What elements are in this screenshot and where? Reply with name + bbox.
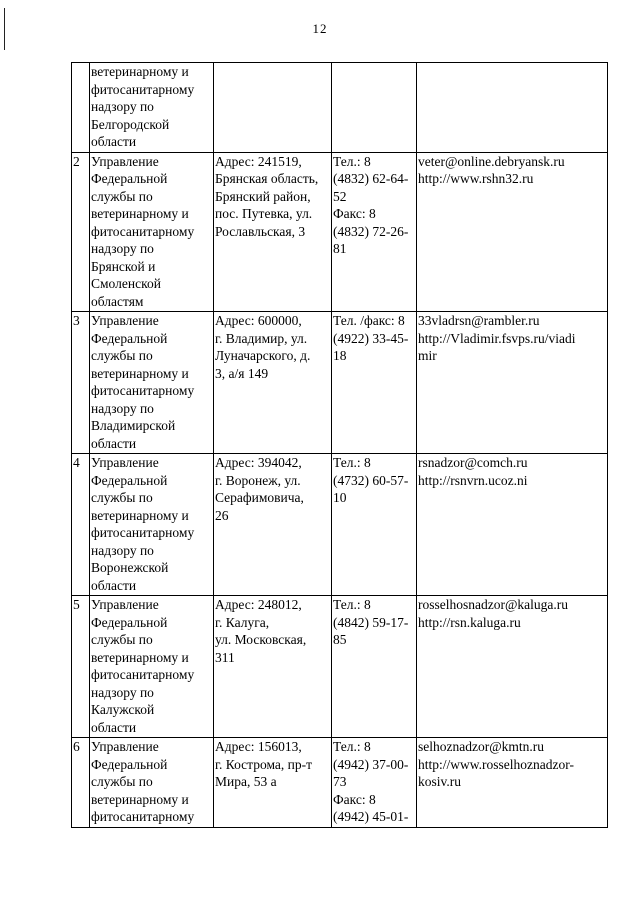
phone-fax-line: (4842) 59-17- bbox=[333, 614, 409, 630]
organization-cell bbox=[90, 63, 214, 153]
organization-cell bbox=[90, 454, 214, 596]
organization-line: Смоленской bbox=[91, 276, 161, 291]
organization-line: области bbox=[91, 719, 137, 735]
contacts-table bbox=[71, 62, 608, 828]
table-row bbox=[72, 152, 608, 312]
phone-fax-cell bbox=[332, 738, 417, 828]
email-website-line: rosselhosnadzor@kaluga.ru bbox=[418, 597, 569, 612]
organization-line: Белгородской bbox=[91, 116, 170, 132]
email-website-line: mir bbox=[418, 348, 437, 363]
phone-fax-line: Факс: 8 bbox=[333, 791, 376, 807]
phone-fax-line: Тел.: 8 bbox=[333, 597, 371, 612]
email-website-cell bbox=[417, 63, 608, 153]
address-line: Адрес: 394042, bbox=[215, 455, 302, 470]
organization-line: Федеральной bbox=[91, 614, 168, 630]
email-website-line: veter@online.debryansk.ru bbox=[418, 153, 565, 169]
email-website-cell bbox=[417, 312, 608, 454]
address-line: Мира, 53 а bbox=[215, 774, 277, 789]
address-cell bbox=[214, 738, 332, 828]
address-line: Луначарского, д. bbox=[215, 348, 311, 363]
page-number: 12 bbox=[312, 21, 328, 36]
address-line: г. Калуга, bbox=[215, 614, 270, 630]
organization-line: надзору по bbox=[91, 542, 154, 558]
organization-line: ветеринарному и bbox=[91, 64, 189, 79]
phone-fax-line: 10 bbox=[333, 490, 347, 505]
address-line: Брянская область, bbox=[215, 171, 319, 186]
organization-line: службы по bbox=[91, 188, 153, 204]
address-cell bbox=[214, 63, 332, 153]
organization-line: области bbox=[91, 134, 137, 149]
email-website-line: http://www.rshn32.ru bbox=[418, 171, 534, 186]
address-line: ул. Московская, bbox=[215, 632, 307, 647]
address-cell bbox=[214, 596, 332, 738]
organization-line: фитосанитарному bbox=[91, 383, 195, 398]
email-website-line: rsnadzor@comch.ru bbox=[418, 455, 528, 470]
address-line: 3, а/я 149 bbox=[215, 365, 269, 381]
organization-line: ветеринарному и bbox=[91, 791, 189, 807]
phone-fax-line: Тел.: 8 bbox=[333, 153, 371, 169]
organization-cell bbox=[90, 596, 214, 738]
phone-fax-cell bbox=[332, 152, 417, 312]
organization-line: фитосанитарному bbox=[91, 81, 195, 97]
phone-fax-line: 73 bbox=[333, 774, 347, 789]
phone-fax-line: 81 bbox=[333, 241, 347, 256]
organization-line: ветеринарному и bbox=[91, 649, 189, 665]
email-website-line: http://rsnvrn.ucoz.ni bbox=[418, 472, 528, 488]
organization-line: Федеральной bbox=[91, 472, 168, 488]
email-website-line: selhoznadzor@kmtn.ru bbox=[418, 739, 545, 754]
organization-line: надзору по bbox=[91, 241, 154, 256]
organization-cell bbox=[90, 312, 214, 454]
organization-line: фитосанитарному bbox=[91, 223, 195, 239]
email-website-line: kosiv.ru bbox=[418, 774, 461, 789]
table-row bbox=[72, 738, 608, 828]
phone-fax-line: Факс: 8 bbox=[333, 206, 376, 221]
organization-line: ветеринарному и bbox=[91, 365, 189, 381]
organization-line: службы по bbox=[91, 632, 153, 647]
organization-line: надзору по bbox=[91, 400, 154, 416]
phone-fax-line: (4922) 33-45- bbox=[333, 330, 409, 346]
organization-line: Федеральной bbox=[91, 171, 168, 186]
organization-line: Владимирской bbox=[91, 418, 176, 433]
phone-fax-cell bbox=[332, 596, 417, 738]
organization-line: Управление bbox=[91, 153, 159, 169]
address-line: Серафимовича, bbox=[215, 490, 304, 505]
email-website-cell bbox=[417, 596, 608, 738]
organization-line: службы по bbox=[91, 348, 153, 363]
phone-fax-line: (4732) 60-57- bbox=[333, 472, 409, 488]
organization-line: Управление bbox=[91, 313, 159, 328]
email-website-cell bbox=[417, 152, 608, 312]
address-line: Адрес: 248012, bbox=[215, 597, 302, 612]
organization-line: надзору по bbox=[91, 684, 154, 700]
table-row bbox=[72, 63, 608, 153]
address-line: Рославльская, 3 bbox=[215, 223, 306, 239]
phone-fax-line: (4942) 45-01- bbox=[333, 809, 409, 824]
row-number-cell: 5 bbox=[72, 596, 90, 738]
organization-line: Воронежской bbox=[91, 560, 169, 575]
organization-line: области bbox=[91, 577, 137, 593]
email-website-line: http://rsn.kaluga.ru bbox=[418, 614, 521, 630]
row-number-cell: 3 bbox=[72, 312, 90, 454]
row-number-cell: 2 bbox=[72, 152, 90, 312]
organization-line: Управление bbox=[91, 739, 159, 754]
organization-line: Брянской и bbox=[91, 258, 156, 274]
organization-line: области bbox=[91, 435, 137, 451]
address-cell bbox=[214, 454, 332, 596]
phone-fax-cell bbox=[332, 454, 417, 596]
organization-line: Управление bbox=[91, 455, 159, 470]
email-website-cell bbox=[417, 738, 608, 828]
phone-fax-cell bbox=[332, 312, 417, 454]
phone-fax-line: 18 bbox=[333, 348, 347, 363]
organization-line: Федеральной bbox=[91, 756, 168, 772]
address-line: 311 bbox=[215, 649, 235, 665]
phone-fax-line: 85 bbox=[333, 632, 347, 647]
organization-line: областям bbox=[91, 293, 144, 309]
address-line: 26 bbox=[215, 507, 229, 523]
phone-fax-line: (4832) 72-26- bbox=[333, 223, 409, 239]
address-line: г. Владимир, ул. bbox=[215, 330, 308, 346]
address-line: Адрес: 600000, bbox=[215, 313, 302, 328]
address-line: Брянский район, bbox=[215, 188, 311, 204]
email-website-line: http://Vladimir.fsvps.ru/viadi bbox=[418, 330, 576, 346]
organization-line: фитосанитарному bbox=[91, 809, 195, 824]
organization-cell bbox=[90, 738, 214, 828]
phone-fax-cell bbox=[332, 63, 417, 153]
organization-cell bbox=[90, 152, 214, 312]
table-row bbox=[72, 312, 608, 454]
phone-fax-line: Тел.: 8 bbox=[333, 455, 371, 470]
address-cell bbox=[214, 312, 332, 454]
organization-line: Федеральной bbox=[91, 330, 168, 346]
table-row bbox=[72, 596, 608, 738]
phone-fax-line: (4832) 62-64- bbox=[333, 171, 409, 186]
email-website-line: 33vladrsn@rambler.ru bbox=[418, 313, 540, 328]
organization-line: Управление bbox=[91, 597, 159, 612]
row-number-cell: 4 bbox=[72, 454, 90, 596]
address-line: г. Воронеж, ул. bbox=[215, 472, 301, 488]
organization-line: Калужской bbox=[91, 702, 155, 717]
organization-line: надзору по bbox=[91, 99, 154, 114]
phone-fax-line: Тел.: 8 bbox=[333, 739, 371, 754]
row-number-cell: 6 bbox=[72, 738, 90, 828]
organization-line: ветеринарному и bbox=[91, 206, 189, 221]
table-row bbox=[72, 454, 608, 596]
address-line: пос. Путевка, ул. bbox=[215, 206, 313, 221]
address-line: Адрес: 241519, bbox=[215, 153, 302, 169]
organization-line: службы по bbox=[91, 490, 153, 505]
organization-line: фитосанитарному bbox=[91, 525, 195, 540]
phone-fax-line: (4942) 37-00- bbox=[333, 756, 409, 772]
phone-fax-line: Тел. /факс: 8 bbox=[333, 313, 405, 328]
address-cell bbox=[214, 152, 332, 312]
organization-line: фитосанитарному bbox=[91, 667, 195, 682]
row-number-cell bbox=[72, 63, 90, 153]
address-line: Адрес: 156013, bbox=[215, 739, 302, 754]
email-website-cell bbox=[417, 454, 608, 596]
organization-line: ветеринарному и bbox=[91, 507, 189, 523]
address-line: г. Кострома, пр-т bbox=[215, 756, 313, 772]
phone-fax-line: 52 bbox=[333, 188, 347, 204]
email-website-line: http://www.rosselhoznadzor- bbox=[418, 756, 574, 772]
organization-line: службы по bbox=[91, 774, 153, 789]
contacts-table-body bbox=[72, 63, 608, 828]
